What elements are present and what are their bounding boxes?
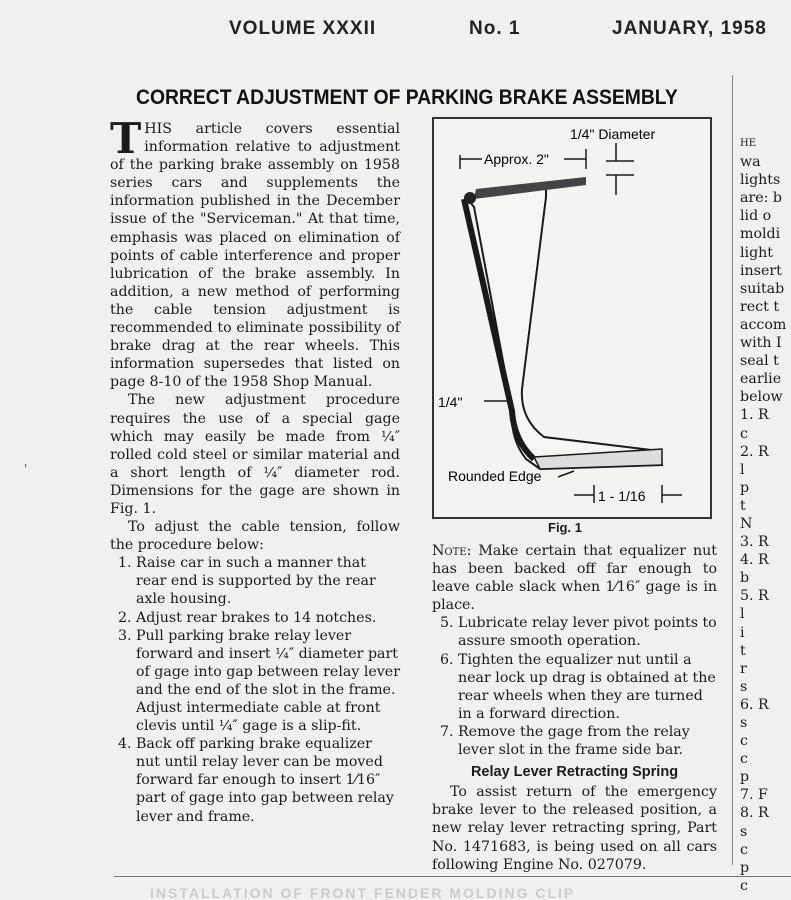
- clipped-line: s: [740, 678, 748, 695]
- approx-label: Approx. 2": [484, 151, 549, 167]
- clipped-line: 5. R: [740, 588, 769, 605]
- middle-column: [432, 542, 717, 874]
- rounded-edge-label: Rounded Edge: [448, 468, 542, 484]
- clipped-line: t: [740, 497, 746, 514]
- clipped-line: t: [740, 642, 746, 659]
- clipped-line: 6. R: [740, 696, 769, 713]
- step-item: 1. Raise car in such a manner that rear end is supported by the rear axle housing.: [136, 554, 400, 608]
- drop-cap: T: [110, 114, 142, 163]
- clipped-line: 4. R: [740, 552, 769, 569]
- clipped-line: p: [740, 769, 750, 786]
- issue-number: No. 1: [469, 18, 521, 39]
- clipped-line: moldi: [740, 226, 781, 243]
- clipped-line: r: [740, 660, 747, 677]
- article-title: CORRECT ADJUSTMENT OF PARKING BRAKE ASSEMBLY: [136, 86, 678, 109]
- next-article-heading: INSTALLATION OF FRONT FENDER MOLDING CLIP: [150, 885, 576, 899]
- clipped-line: below: [740, 389, 783, 406]
- clipped-line: c: [740, 751, 748, 768]
- procedure-paragraph: The new adjustment procedure requires the use of a special gage which may easily be made from ¼″ rolled cold steel or similar material and a short length of ¼″ diameter rod. Dimensions for the gage are shown in Fig. 1.: [110, 392, 400, 517]
- clipped-line: l: [740, 606, 745, 623]
- clipped-line: 1. R: [740, 407, 769, 424]
- step-item: 2. Adjust rear brakes to 14 notches.: [136, 609, 400, 627]
- margin-mark: ': [24, 462, 28, 476]
- clipped-line: are: b: [740, 190, 783, 207]
- clipped-line: c: [740, 877, 748, 894]
- step-item: 3. Pull parking brake relay lever forward and insert ¼″ diameter part of gage into gap between relay lever and the end of the slot in the frame. Adjust intermediate cable at front clevis until ¼″ gage is a slip-fit.: [136, 627, 400, 736]
- gage-figure: [432, 117, 712, 519]
- rod-end: [464, 192, 476, 204]
- issue-date: JANUARY, 1958: [612, 18, 767, 39]
- note-paragraph: [432, 542, 717, 614]
- clipped-line: 7. F: [740, 787, 768, 804]
- thickness-label: 1/4": [438, 394, 463, 410]
- follow-paragraph: To adjust the cable tension, follow the procedure below:: [110, 519, 400, 554]
- clipped-line: b: [740, 570, 750, 587]
- note-label: Note:: [432, 543, 472, 559]
- clipped-line: s: [740, 823, 748, 840]
- clipped-line: suitab: [740, 280, 785, 297]
- clipped-line: c: [740, 841, 748, 858]
- bottom-rule: [114, 876, 791, 877]
- diameter-label: 1/4" Diameter: [570, 126, 656, 142]
- step-item: 6. Tighten the equalizer nut until a near lock up drag is obtained at the rear wheels when they are turned in a forward direction.: [458, 651, 717, 723]
- intro-paragraph: [110, 114, 400, 391]
- clipped-line: p: [740, 479, 750, 496]
- right-column-clipped: [740, 135, 791, 895]
- clipped-line: 3. R: [740, 534, 769, 551]
- steps-list-1: [110, 554, 400, 825]
- clipped-line: i: [740, 624, 745, 641]
- clipped-line: lid o: [740, 208, 772, 225]
- clipped-line: with I: [740, 335, 782, 352]
- edge-pointer: [558, 471, 574, 477]
- clipped-line: N: [740, 515, 753, 532]
- section-subhead: Relay Lever Retracting Spring: [470, 764, 679, 781]
- clipped-line: l: [740, 461, 745, 478]
- clipped-line: 2. R: [740, 443, 769, 460]
- figure-caption: Fig. 1: [548, 520, 582, 535]
- clipped-line: c: [740, 425, 748, 442]
- clipped-line: s: [740, 715, 748, 731]
- clipped-line: light: [740, 244, 773, 261]
- clipped-line: HE: [740, 138, 757, 149]
- clipped-line: p: [740, 859, 750, 876]
- clipped-line: earlie: [740, 371, 782, 388]
- note-text: Make certain that equalizer nut has been backed off far enough to leave cable slack when 1⁄16″ gage is in place.: [432, 543, 717, 614]
- intro-text: HIS article covers essential information relative to adjustment of the parking brake assembly on 1958 series cars and supplements the information published in the December issue of the "Serviceman." At that time, emphasis was placed on elimination of points of cable interference and proper lubrication of the brake assembly. In addition, a new method of performing the cable tension adjustment is recommended to eliminate possibility of brake drag at the rear wheels. This information supersedes that listed on page 8-10 of the 1958 Shop Manual.: [110, 121, 400, 391]
- clipped-line: 8. R: [740, 805, 769, 822]
- steps-list-2: [432, 614, 717, 759]
- gage-diagram: [434, 119, 710, 517]
- column-divider: [732, 75, 733, 865]
- spring-paragraph: To assist return of the emergency brake lever to the released position, a new relay lever retracting spring, Part No. 1471683, is being used on all cars following Engine No. 027079.: [432, 784, 717, 873]
- step-item: 4. Back off parking brake equalizer nut until relay lever can be moved forward far enough to insert 1⁄16″ part of gage into gap between relay lever and frame.: [136, 735, 400, 825]
- clipped-line: seal t: [740, 353, 779, 370]
- step-item: 7. Remove the gage from the relay lever slot in the frame side bar.: [458, 723, 717, 759]
- clipped-line: lights: [740, 172, 781, 189]
- clipped-line: wa: [740, 154, 761, 171]
- volume-label: VOLUME XXXII: [229, 18, 377, 39]
- step-item: 5. Lubricate relay lever pivot points to assure smooth operation.: [458, 614, 717, 650]
- clipped-line: accom: [740, 316, 787, 333]
- clipped-line: c: [740, 733, 748, 750]
- left-column: [110, 114, 400, 826]
- width-label: 1 - 1/16: [598, 488, 646, 504]
- clipped-line: insert: [740, 262, 782, 279]
- clipped-line: rect t: [740, 298, 780, 315]
